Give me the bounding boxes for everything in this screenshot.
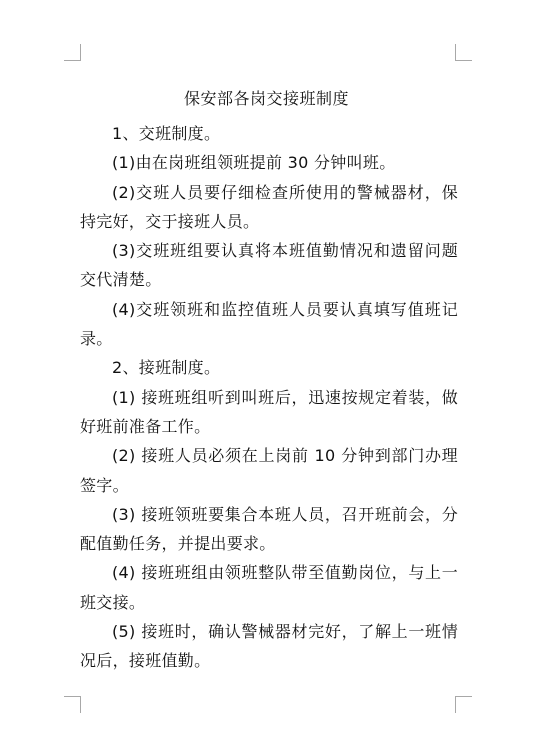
- paragraph: (3)交班班组要认真将本班值勤情况和遗留问题交代清楚。: [80, 241, 458, 290]
- paragraph: (3) 接班领班要集合本班人员，召开班前会，分配值勤任务，并提出要求。: [80, 504, 458, 554]
- margin-corner-top-left: [64, 44, 81, 61]
- paragraph: (1) 接班班组听到叫班后，迅速按规定着装，做好班前准备工作。: [80, 387, 458, 436]
- paragraph: (2)交班人员要仔细检查所使用的警械器材，保持完好，交于接班人员。: [80, 182, 458, 231]
- paragraph: (4) 接班班组由领班整队带至值勤岗位，与上一班交接。: [80, 563, 458, 612]
- margin-corner-bottom-right: [455, 696, 472, 713]
- margin-corner-bottom-left: [64, 696, 81, 713]
- paragraph: (2) 接班人员必须在上岗前 10 分钟到部门办理签字。: [80, 446, 458, 495]
- document-body: [80, 119, 458, 676]
- section-heading-takeover: 2、接班制度。: [112, 358, 221, 378]
- margin-corner-top-right: [455, 44, 472, 61]
- document-title: 保安部各岗交接班制度: [183, 89, 349, 108]
- paragraph: (4)交班领班和监控值班人员要认真填写值班记录。: [80, 299, 458, 349]
- section-heading-handover: 1、交班制度。: [112, 124, 221, 143]
- paragraph: (5) 接班时，确认警械器材完好，了解上一班情况后，接班值勤。: [80, 622, 458, 671]
- paragraph: (1)由在岗班组领班提前 30 分钟叫班。: [112, 153, 396, 173]
